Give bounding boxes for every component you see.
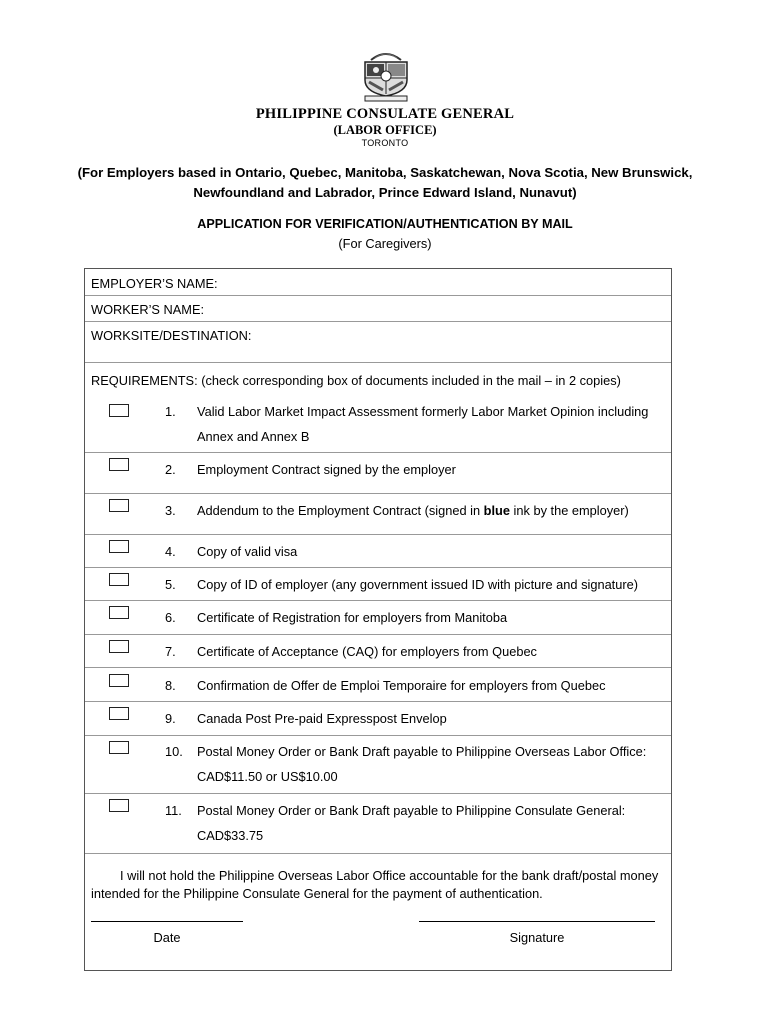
- requirement-text: Confirmation de Offer de Emploi Temporaire for employers from Quebec: [197, 678, 606, 693]
- requirement-checkbox[interactable]: [109, 674, 129, 687]
- requirement-text: Postal Money Order or Bank Draft payable to Philippine Consulate General:: [197, 803, 626, 818]
- requirement-text: CAD$33.75: [197, 828, 264, 843]
- requirement-checkbox[interactable]: [109, 499, 129, 512]
- date-label: Date: [153, 930, 181, 945]
- requirement-checkbox[interactable]: [109, 741, 129, 754]
- item-number: 9.: [165, 711, 176, 726]
- requirement-text: Valid Labor Market Impact Assessment formerly Labor Market Opinion including: [197, 404, 649, 419]
- requirement-text: Copy of ID of employer (any government issued ID with picture and signature): [197, 577, 638, 592]
- requirement-checkbox[interactable]: [109, 606, 129, 619]
- item-number: 11.: [165, 803, 182, 818]
- application-subtitle: (For Caregivers): [338, 236, 432, 251]
- statement-line-1: I will not hold the Philippine Overseas Labor Office accountable for the bank draft/postal money: [120, 868, 659, 883]
- divider: [85, 701, 671, 702]
- divider: [85, 321, 671, 322]
- item-number: 5.: [165, 577, 176, 592]
- consulate-seal-emblem: [357, 46, 415, 102]
- consulate-title: PHILIPPINE CONSULATE GENERAL: [255, 106, 515, 122]
- scope-line-2: Newfoundland and Labrador, Prince Edward Island, Nunavut): [193, 185, 577, 200]
- item-number: 1.: [165, 404, 176, 419]
- divider: [85, 600, 671, 601]
- divider: [85, 634, 671, 635]
- worksite-label: WORKSITE/DESTINATION:: [91, 328, 252, 343]
- application-form: [84, 268, 672, 971]
- date-line[interactable]: [91, 921, 243, 922]
- item-number: 10.: [165, 744, 183, 759]
- signature-line[interactable]: [419, 921, 655, 922]
- divider: [85, 493, 671, 494]
- item-number: 8.: [165, 678, 176, 693]
- requirement-text: CAD$11.50 or US$10.00: [197, 769, 338, 784]
- office-subtitle: (LABOR OFFICE): [333, 123, 437, 137]
- requirement-checkbox[interactable]: [109, 640, 129, 653]
- requirement-text-part: Addendum to the Employment Contract (signed in: [197, 503, 484, 518]
- requirement-text: Canada Post Pre-paid Expresspost Envelop: [197, 711, 447, 726]
- requirement-text: Postal Money Order or Bank Draft payable to Philippine Overseas Labor Office:: [197, 744, 647, 759]
- requirement-text: Annex and Annex B: [197, 429, 310, 444]
- blue-ink-emphasis: blue: [483, 503, 510, 518]
- divider: [85, 667, 671, 668]
- item-number: 3.: [165, 503, 176, 518]
- requirement-text: Employment Contract signed by the employer: [197, 462, 456, 477]
- requirement-checkbox[interactable]: [109, 707, 129, 720]
- divider: [85, 534, 671, 535]
- divider: [85, 735, 671, 736]
- city-label: TORONTO: [361, 138, 409, 148]
- signature-label: Signature: [509, 930, 565, 945]
- requirement-checkbox[interactable]: [109, 458, 129, 471]
- requirement-checkbox[interactable]: [109, 573, 129, 586]
- scope-line-1: (For Employers based in Ontario, Quebec, Manitoba, Saskatchewan, Nova Scotia, New Brunswick,: [77, 165, 693, 180]
- employer-name-label: EMPLOYER’S NAME:: [91, 276, 218, 291]
- employer-scope-note: [70, 163, 700, 203]
- requirement-checkbox[interactable]: [109, 404, 129, 417]
- worker-name-label: WORKER’S NAME:: [91, 302, 205, 317]
- requirement-text-part: ink by the employer): [509, 503, 629, 518]
- requirement-text: Certificate of Acceptance (CAQ) for employers from Quebec: [197, 644, 537, 659]
- requirement-checkbox[interactable]: [109, 540, 129, 553]
- item-number: 4.: [165, 544, 176, 559]
- statement-line-2: intended for the Philippine Consulate General for the payment of authentication.: [91, 886, 543, 901]
- item-number: 2.: [165, 462, 176, 477]
- requirements-heading: REQUIREMENTS: (check corresponding box of documents included in the mail – in 2 copies): [91, 373, 621, 388]
- liability-statement: [91, 867, 667, 903]
- divider: [85, 793, 671, 794]
- divider: [85, 853, 671, 854]
- requirement-text: [197, 503, 629, 518]
- divider: [85, 295, 671, 296]
- divider: [85, 452, 671, 453]
- item-number: 6.: [165, 610, 176, 625]
- requirement-text: Copy of valid visa: [197, 544, 298, 559]
- requirement-checkbox[interactable]: [109, 799, 129, 812]
- divider: [85, 362, 671, 363]
- divider: [85, 567, 671, 568]
- requirement-text: Certificate of Registration for employers from Manitoba: [197, 610, 508, 625]
- application-title: APPLICATION FOR VERIFICATION/AUTHENTICATION BY MAIL: [197, 217, 573, 231]
- item-number: 7.: [165, 644, 176, 659]
